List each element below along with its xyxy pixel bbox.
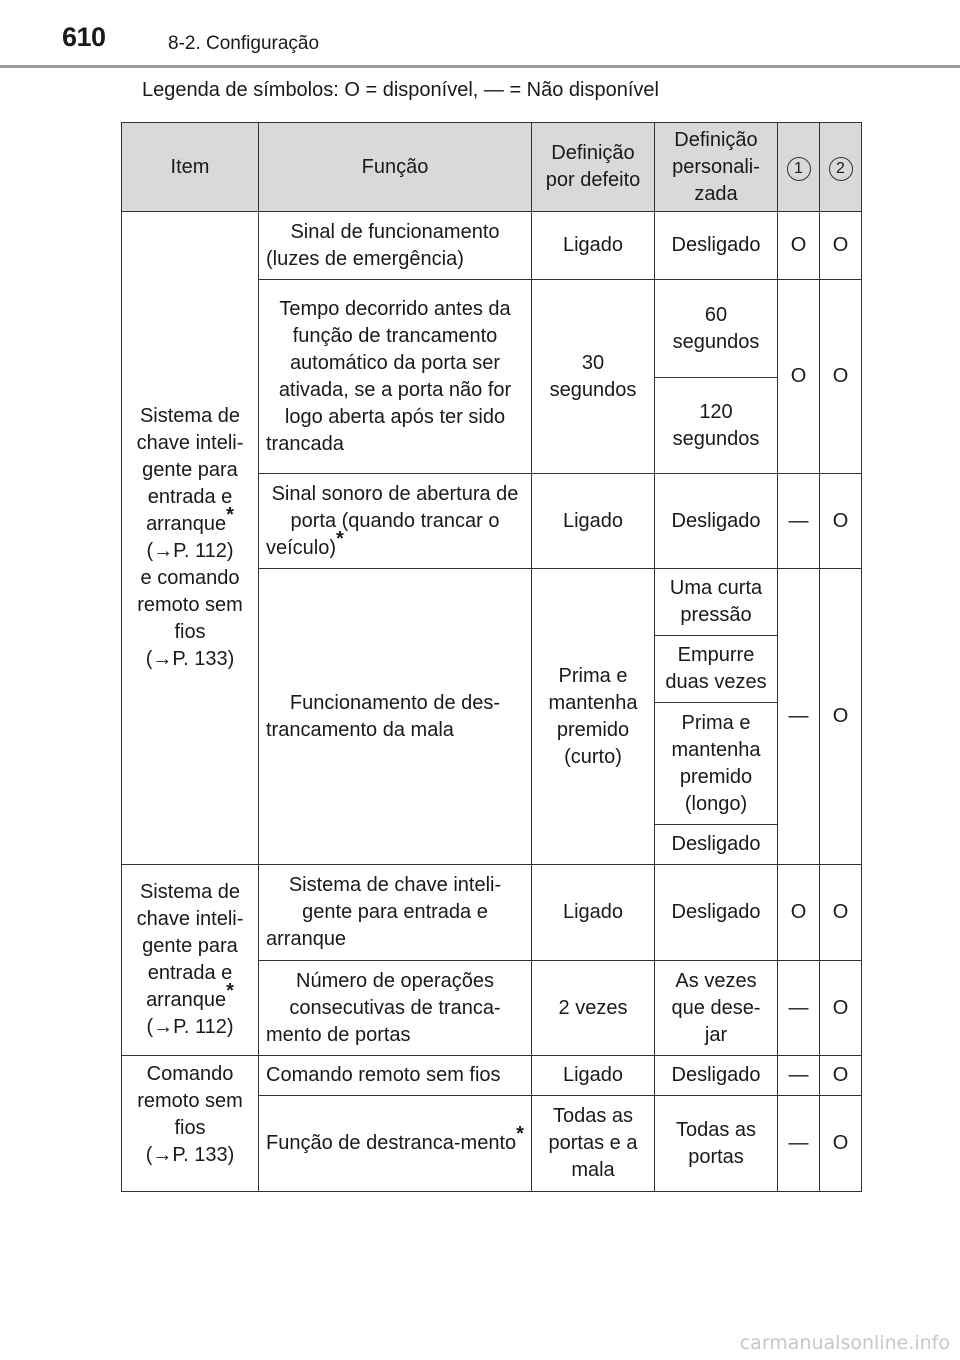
circled-two-icon: 2 (829, 157, 853, 181)
default-cell: 2 vezes (532, 961, 655, 1056)
availability-2-cell: O (820, 474, 862, 569)
availability-2-cell: O (820, 1096, 862, 1192)
column-header-custom: Definição personali- zada (655, 123, 778, 212)
availability-2-cell: O (820, 280, 862, 474)
custom-cell: Uma curta pressão (655, 569, 778, 636)
default-cell: Prima e mantenha premido (curto) (532, 569, 655, 865)
availability-2-cell: O (820, 961, 862, 1056)
function-cell: Tempo decorrido antes da função de trancamento automático da porta ser ativada, se a porta não for logo aberta após ter sido trancada (259, 280, 532, 474)
column-header-default: Definição por defeito (532, 123, 655, 212)
function-cell: Comando remoto sem fios (259, 1056, 532, 1096)
footnote-asterisk: * (226, 504, 234, 526)
footnote-asterisk: * (516, 1123, 524, 1145)
function-cell: Sinal de funcionamento (luzes de emergência) (259, 212, 532, 280)
custom-cell: Desligado (655, 474, 778, 569)
custom-cell: 60 segundos (655, 280, 778, 378)
item-cell: Sistema de chave inteli- gente para entrada e arranque* (→P. 112) e comando remoto sem fios (→P. 133) (122, 212, 259, 865)
availability-1-cell: — (778, 1056, 820, 1096)
custom-cell: Desligado (655, 865, 778, 961)
table-row (122, 212, 862, 280)
function-cell: Função de destranca-mento* (259, 1096, 532, 1192)
column-header-1 (778, 123, 820, 212)
item-cell: Sistema de chave inteli- gente para entrada e arranque* (→P. 112) (122, 865, 259, 1056)
footnote-asterisk: * (226, 980, 234, 1002)
page-number: 610 (62, 22, 106, 52)
column-header-function: Função (259, 123, 532, 212)
item-cell: Comando remoto sem fios (→P. 133) (122, 1056, 259, 1192)
availability-1-cell: — (778, 961, 820, 1056)
watermark: carmanualsonline.info (739, 1332, 950, 1354)
function-cell: Funcionamento de des-trancamento da mala (259, 569, 532, 865)
availability-1-cell: — (778, 1096, 820, 1192)
availability-2-cell: O (820, 865, 862, 961)
custom-cell: Empurre duas vezes (655, 636, 778, 703)
availability-2-cell: O (820, 212, 862, 280)
availability-2-cell: O (820, 1056, 862, 1096)
circled-one-icon: 1 (787, 157, 811, 181)
custom-cell: Prima e mantenha premido (longo) (655, 703, 778, 825)
function-cell: Sinal sonoro de abertura de porta (quando trancar o veículo)* (259, 474, 532, 569)
default-cell: 30 segundos (532, 280, 655, 474)
header-rule (0, 65, 960, 68)
availability-1-cell: O (778, 280, 820, 474)
default-cell: Ligado (532, 1056, 655, 1096)
table-row (122, 1056, 862, 1096)
availability-1-cell: O (778, 212, 820, 280)
symbol-legend: Legenda de símbolos: O = disponível, — = Não disponível (142, 79, 659, 101)
default-cell: Ligado (532, 474, 655, 569)
table-header-row (122, 123, 862, 212)
custom-cell: Desligado (655, 825, 778, 865)
availability-1-cell: O (778, 865, 820, 961)
section-title: 8-2. Configuração (168, 33, 320, 54)
table-row (122, 865, 862, 961)
default-cell: Ligado (532, 865, 655, 961)
availability-1-cell: — (778, 474, 820, 569)
function-cell: Sistema de chave inteli-gente para entrada e arranque (259, 865, 532, 961)
default-cell: Ligado (532, 212, 655, 280)
column-header-2 (820, 123, 862, 212)
custom-cell: 120 segundos (655, 378, 778, 474)
default-cell: Todas as portas e a mala (532, 1096, 655, 1192)
settings-table (121, 122, 862, 1192)
column-header-item: Item (122, 123, 259, 212)
custom-cell: Todas as portas (655, 1096, 778, 1192)
custom-cell: Desligado (655, 212, 778, 280)
availability-1-cell: — (778, 569, 820, 865)
custom-cell: Desligado (655, 1056, 778, 1096)
availability-2-cell: O (820, 569, 862, 865)
custom-cell: As vezes que dese- jar (655, 961, 778, 1056)
footnote-asterisk: * (336, 527, 344, 550)
function-cell: Número de operações consecutivas de tranca-mento de portas (259, 961, 532, 1056)
